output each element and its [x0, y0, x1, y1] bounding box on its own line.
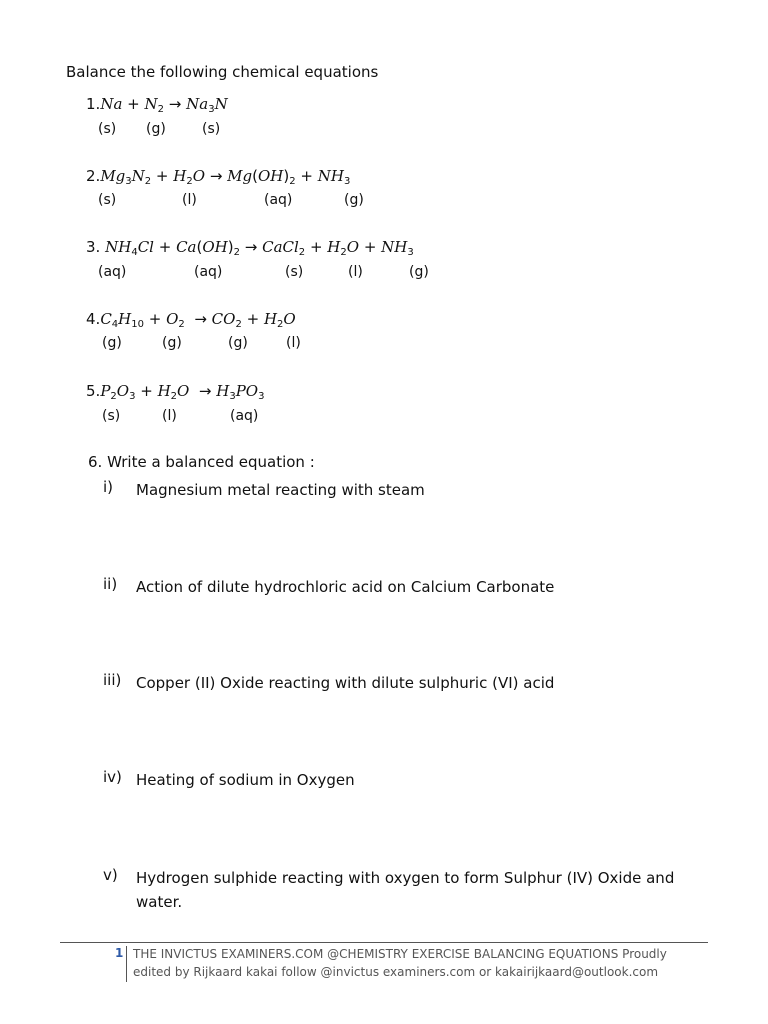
equation-number: 1. [86, 95, 101, 113]
state-label: (aq) [98, 264, 127, 280]
equation-2: $2.Mg_3N_2 + H_2O \to Mg(OH)_2 + NH_3$ [86, 167, 351, 187]
state-label: (aq) [230, 408, 259, 424]
page-number: 1 [115, 946, 124, 960]
equation-number: 3. [86, 238, 101, 256]
state-label: (aq) [194, 264, 223, 280]
item-text: Heating of sodium in Oxygen [136, 771, 355, 789]
equation-3: 3. $NH_4Cl + Ca(OH)_2$ → CaCl$_2$ + $H_2O + NH_3$ [86, 238, 414, 258]
state-label: (g) [228, 335, 248, 351]
footer-text: THE INVICTUS EXAMINERS.COM @CHEMISTRY EXERCISE BALANCING EQUATIONS Proudly edited by Rijkaard kakai follow @invictus examiners.com or kakairijkaard@outlook.com [133, 947, 667, 979]
equation-4: $4.C_4H_{10} + O_2 \to CO_2 + H_2O$ [86, 310, 296, 330]
state-label: (s) [98, 192, 117, 208]
state-label: (g) [409, 264, 429, 280]
page-heading: Balance the following chemical equations [66, 63, 379, 81]
item-text: Copper (II) Oxide reacting with dilute sulphuric (VI) acid [136, 674, 555, 692]
item-text: Action of dilute hydrochloric acid on Calcium Carbonate [136, 578, 555, 596]
equation-5: $5.P_2O_3 + H_2O \to H_3PO_3$ [86, 382, 265, 402]
item-numeral: iii) [103, 671, 122, 689]
equation-1: $1.Na + N_2 \to Na_3N$ [86, 95, 228, 115]
state-label: (l) [162, 408, 177, 424]
state-label: (l) [182, 192, 197, 208]
item-text: Hydrogen sulphide reacting with oxygen to form Sulphur (IV) Oxide and water. [136, 869, 675, 911]
equation-number: 5. [86, 382, 101, 400]
state-label: (l) [286, 335, 301, 351]
item-numeral: ii) [103, 575, 118, 593]
state-label: (s) [98, 121, 117, 137]
state-label: (g) [344, 192, 364, 208]
state-label: (g) [162, 335, 182, 351]
item-numeral: i) [103, 478, 114, 496]
footer-separator [126, 946, 127, 982]
equation-number: 2. [86, 167, 101, 185]
state-label: (s) [202, 121, 221, 137]
footer-divider [60, 942, 708, 943]
state-label: (g) [146, 121, 166, 137]
state-label: (l) [348, 264, 363, 280]
item-numeral: v) [103, 866, 118, 884]
equation-number: 4. [86, 310, 101, 328]
item-numeral: iv) [103, 768, 122, 786]
state-label: (aq) [264, 192, 293, 208]
state-label: (s) [102, 408, 121, 424]
item-text: Magnesium metal reacting with steam [136, 481, 425, 499]
question-6-prompt: 6. Write a balanced equation : [88, 453, 315, 471]
state-label: (g) [102, 335, 122, 351]
state-label: (s) [285, 264, 304, 280]
